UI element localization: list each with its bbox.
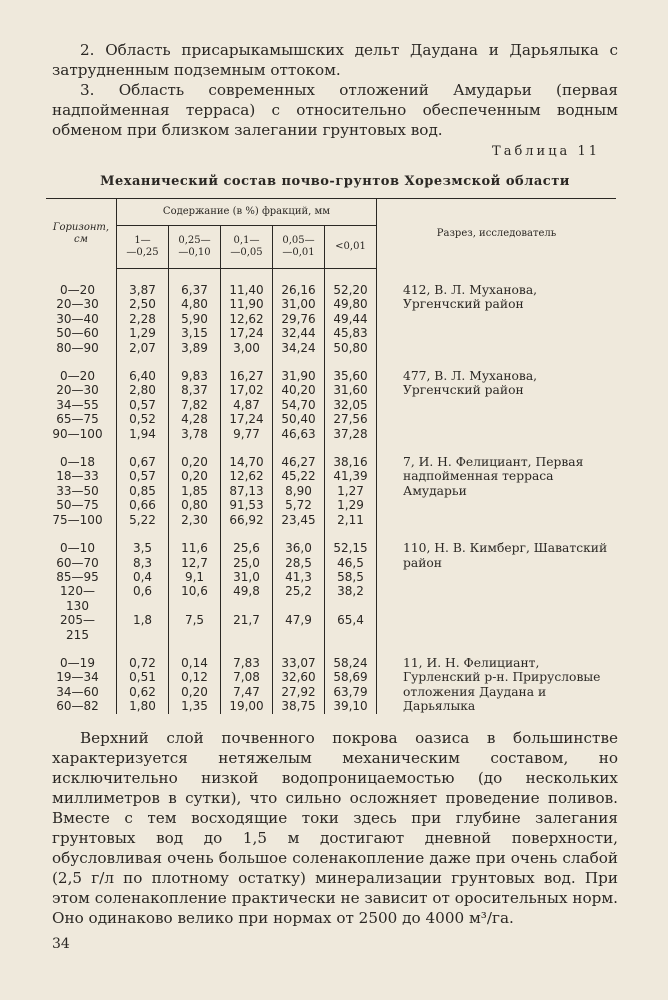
group-spacer — [46, 527, 616, 541]
horizon-cell: 33—50 — [56, 483, 99, 498]
fraction-cell: 7,47 — [221, 685, 273, 699]
fraction-cell: 0,67 — [117, 455, 169, 469]
group-spacer — [46, 441, 616, 455]
horizon-cell: 0—10 — [60, 541, 95, 556]
horizon-cell: 0—18 — [60, 455, 95, 470]
fraction-cell: 50,40 — [273, 412, 325, 426]
fraction-cell: 0,6 — [117, 584, 169, 613]
header-fraction-2: 0,25— —0,10 — [169, 226, 221, 269]
table-row — [46, 369, 616, 383]
fraction-cell: 8,3 — [117, 556, 169, 570]
fraction-cell: 46,27 — [273, 455, 325, 469]
group-spacer — [46, 355, 616, 369]
fraction-cell: 31,60 — [325, 383, 377, 397]
fraction-cell: 41,3 — [273, 570, 325, 584]
fraction-cell: 40,20 — [273, 383, 325, 397]
fraction-cell: 32,05 — [325, 398, 377, 412]
source-cell: 110, Н. В. Кимберг, Шаватский район — [377, 541, 617, 642]
horizon-cell: 75—100 — [52, 512, 103, 527]
fraction-cell: 1,85 — [169, 484, 221, 498]
fraction-cell: 29,76 — [273, 312, 325, 326]
fraction-cell: 1,80 — [117, 699, 169, 713]
fraction-cell: 4,87 — [221, 398, 273, 412]
horizon-cell: 85—95 — [56, 569, 99, 584]
fraction-cell: 0,85 — [117, 484, 169, 498]
fraction-cell: 0,51 — [117, 670, 169, 684]
fraction-cell: 38,75 — [273, 699, 325, 713]
fraction-cell: 25,6 — [221, 541, 273, 555]
fraction-cell: 37,28 — [325, 427, 377, 441]
fraction-cell: 17,02 — [221, 383, 273, 397]
fraction-cell: 12,62 — [221, 312, 273, 326]
fraction-cell: 7,08 — [221, 670, 273, 684]
horizon-cell: 90—100 — [52, 426, 103, 441]
fraction-cell: 0,14 — [169, 656, 221, 670]
fraction-cell: 0,72 — [117, 656, 169, 670]
fraction-cell: 49,44 — [325, 312, 377, 326]
fraction-cell: 1,29 — [117, 326, 169, 340]
horizon-cell: 205—215 — [60, 613, 95, 642]
fraction-cell: 65,4 — [325, 613, 377, 642]
table-title: Механический состав почво-грунтов Хорезмской области — [100, 174, 570, 189]
header-horizon: Горизонт, см — [46, 199, 117, 269]
fraction-cell: 0,62 — [117, 685, 169, 699]
group-spacer — [46, 642, 616, 656]
fraction-cell: 36,0 — [273, 541, 325, 555]
table-body — [46, 269, 616, 714]
fraction-cell: 1,94 — [117, 427, 169, 441]
fraction-cell: 63,79 — [325, 685, 377, 699]
fraction-cell: 2,50 — [117, 297, 169, 311]
fraction-cell: 3,87 — [117, 283, 169, 297]
fraction-cell: 7,83 — [221, 656, 273, 670]
fraction-cell: 32,60 — [273, 670, 325, 684]
fraction-cell: 91,53 — [221, 498, 273, 512]
horizon-cell: 65—75 — [56, 412, 99, 427]
horizon-cell: 34—55 — [56, 397, 99, 412]
fraction-cell: 41,39 — [325, 469, 377, 483]
fraction-cell: 0,20 — [169, 455, 221, 469]
fraction-cell: 2,11 — [325, 513, 377, 527]
outro-text — [52, 728, 618, 928]
fraction-cell: 3,5 — [117, 541, 169, 555]
fraction-cell: 26,16 — [273, 283, 325, 297]
fraction-cell: 12,7 — [169, 556, 221, 570]
header-source: Разрез, исследователь — [377, 199, 617, 269]
fraction-cell: 7,82 — [169, 398, 221, 412]
fraction-cell: 11,40 — [221, 283, 273, 297]
fraction-cell: 5,22 — [117, 513, 169, 527]
fraction-cell: 87,13 — [221, 484, 273, 498]
fraction-cell: 9,83 — [169, 369, 221, 383]
fraction-cell: 49,8 — [221, 584, 273, 613]
fraction-cell: 3,15 — [169, 326, 221, 340]
header-fraction-1: 1— —0,25 — [117, 226, 169, 269]
source-cell: 11, И. Н. Фелициант, Гурленский р-н. Прирусловые отложения Даудана и Дарьялыка — [377, 656, 617, 714]
horizon-cell: 60—82 — [56, 699, 99, 714]
fraction-cell: 6,40 — [117, 369, 169, 383]
intro-paragraph-3: 3. Область современных отложений Амударьи (первая надпойменная терраса) с относительно обеспеченным водным обменом при близком залегании грунтовых вод. — [52, 81, 618, 139]
fraction-cell: 8,90 — [273, 484, 325, 498]
table-row — [46, 283, 616, 297]
header-fraction-4: 0,05— —0,01 — [273, 226, 325, 269]
horizon-cell: 34—60 — [56, 684, 99, 699]
fraction-cell: 1,8 — [117, 613, 169, 642]
fraction-cell: 8,37 — [169, 383, 221, 397]
header-content: Содержание (в %) фракций, мм — [117, 199, 377, 226]
horizon-cell: 0—20 — [60, 283, 95, 297]
horizon-cell: 20—30 — [56, 297, 99, 312]
fraction-cell: 14,70 — [221, 455, 273, 469]
fraction-cell: 7,5 — [169, 613, 221, 642]
source-cell: 477, В. Л. Муханова, Ургенчский район — [377, 369, 617, 441]
fraction-cell: 27,56 — [325, 412, 377, 426]
fraction-cell: 0,66 — [117, 498, 169, 512]
fraction-cell: 6,37 — [169, 283, 221, 297]
horizon-cell: 80—90 — [56, 340, 99, 355]
fraction-cell: 31,90 — [273, 369, 325, 383]
fraction-cell: 2,07 — [117, 341, 169, 355]
table-row — [46, 541, 616, 555]
fraction-cell: 54,70 — [273, 398, 325, 412]
fraction-cell: 0,52 — [117, 412, 169, 426]
fraction-cell: 9,1 — [169, 570, 221, 584]
source-cell: 412, В. Л. Муханова, Ургенчский район — [377, 283, 617, 355]
fraction-cell: 32,44 — [273, 326, 325, 340]
fraction-cell: 0,57 — [117, 469, 169, 483]
fraction-cell: 66,92 — [221, 513, 273, 527]
horizon-cell: 50—75 — [56, 498, 99, 513]
horizon-cell: 18—33 — [56, 469, 99, 484]
fraction-cell: 33,07 — [273, 656, 325, 670]
fraction-cell: 11,6 — [169, 541, 221, 555]
header-fraction-5: <0,01 — [325, 226, 377, 269]
fraction-cell: 58,69 — [325, 670, 377, 684]
fraction-cell: 21,7 — [221, 613, 273, 642]
fraction-cell: 1,29 — [325, 498, 377, 512]
horizon-cell: 60—70 — [56, 555, 99, 570]
fraction-cell: 46,5 — [325, 556, 377, 570]
fraction-cell: 9,77 — [221, 427, 273, 441]
fraction-cell: 0,4 — [117, 570, 169, 584]
intro-text — [52, 40, 618, 140]
intro-paragraph-2: 2. Область присарыкамышских дельт Даудана и Дарьялыка с затрудненным подземным оттоком. — [52, 41, 618, 79]
fraction-cell: 45,22 — [273, 469, 325, 483]
fraction-cell: 4,28 — [169, 412, 221, 426]
fraction-cell: 3,00 — [221, 341, 273, 355]
fraction-cell: 52,20 — [325, 283, 377, 297]
horizon-cell: 19—34 — [56, 670, 99, 685]
fraction-cell: 16,27 — [221, 369, 273, 383]
fraction-cell: 50,80 — [325, 341, 377, 355]
fraction-cell: 17,24 — [221, 412, 273, 426]
fraction-cell: 0,12 — [169, 670, 221, 684]
fraction-cell: 1,35 — [169, 699, 221, 713]
fraction-cell: 0,57 — [117, 398, 169, 412]
fraction-cell: 34,24 — [273, 341, 325, 355]
source-cell: 7, И. Н. Фелициант, Первая надпойменная терраса Амударьи — [377, 455, 617, 527]
fraction-cell: 4,80 — [169, 297, 221, 311]
horizon-cell: 20—30 — [56, 383, 99, 398]
fraction-cell: 47,9 — [273, 613, 325, 642]
fraction-cell: 38,16 — [325, 455, 377, 469]
table-row — [46, 656, 616, 670]
fraction-cell: 23,45 — [273, 513, 325, 527]
fraction-cell: 49,80 — [325, 297, 377, 311]
fraction-cell: 27,92 — [273, 685, 325, 699]
fraction-cell: 1,27 — [325, 484, 377, 498]
outro-paragraph: Верхний слой почвенного покрова оазиса в большинстве характеризуется нетяжелым механическим составом, но исключительно низкой водопроницаемостью (до нескольких миллиметров в сутки), что сильно осложняет проведение поливов. Вместе с тем восходящие токи здесь при глубине залегания грунтовых вод до 1,5 м достигают дневной поверхности, обусловливая очень большое соленакопление даже при очень слабой (2,5 г/л по плотному остатку) минерализации грунтовых вод. При этом соленакопление практически не зависит от оросительных норм. Оно одинаково велико при нормах от 2500 до 4000 м³/га. — [52, 729, 618, 927]
fraction-cell: 2,28 — [117, 312, 169, 326]
header-fraction-3: 0,1— —0,05 — [221, 226, 273, 269]
fraction-cell: 0,20 — [169, 685, 221, 699]
fraction-cell: 25,0 — [221, 556, 273, 570]
horizon-cell: 50—60 — [56, 326, 99, 341]
fraction-cell: 45,83 — [325, 326, 377, 340]
fraction-cell: 12,62 — [221, 469, 273, 483]
fraction-cell: 3,89 — [169, 341, 221, 355]
fraction-cell: 11,90 — [221, 297, 273, 311]
fraction-cell: 2,80 — [117, 383, 169, 397]
horizon-cell: 30—40 — [56, 311, 99, 326]
table-label: Таблица 11 — [492, 144, 600, 159]
fraction-cell: 39,10 — [325, 699, 377, 713]
fraction-cell: 5,72 — [273, 498, 325, 512]
fraction-cell: 25,2 — [273, 584, 325, 613]
fraction-cell: 35,60 — [325, 369, 377, 383]
soil-table — [46, 198, 616, 714]
fraction-cell: 19,00 — [221, 699, 273, 713]
table-row — [46, 455, 616, 469]
fraction-cell: 58,24 — [325, 656, 377, 670]
fraction-cell: 0,80 — [169, 498, 221, 512]
fraction-cell: 38,2 — [325, 584, 377, 613]
fraction-cell: 58,5 — [325, 570, 377, 584]
fraction-cell: 2,30 — [169, 513, 221, 527]
fraction-cell: 10,6 — [169, 584, 221, 613]
fraction-cell: 52,15 — [325, 541, 377, 555]
fraction-cell: 31,0 — [221, 570, 273, 584]
horizon-cell: 0—19 — [60, 655, 95, 670]
fraction-cell: 28,5 — [273, 556, 325, 570]
fraction-cell: 31,00 — [273, 297, 325, 311]
fraction-cell: 46,63 — [273, 427, 325, 441]
fraction-cell: 5,90 — [169, 312, 221, 326]
horizon-cell: 120—130 — [60, 584, 95, 613]
fraction-cell: 3,78 — [169, 427, 221, 441]
fraction-cell: 17,24 — [221, 326, 273, 340]
page-number: 34 — [52, 936, 70, 952]
fraction-cell: 0,20 — [169, 469, 221, 483]
group-spacer — [46, 269, 616, 284]
horizon-cell: 0—20 — [60, 369, 95, 384]
